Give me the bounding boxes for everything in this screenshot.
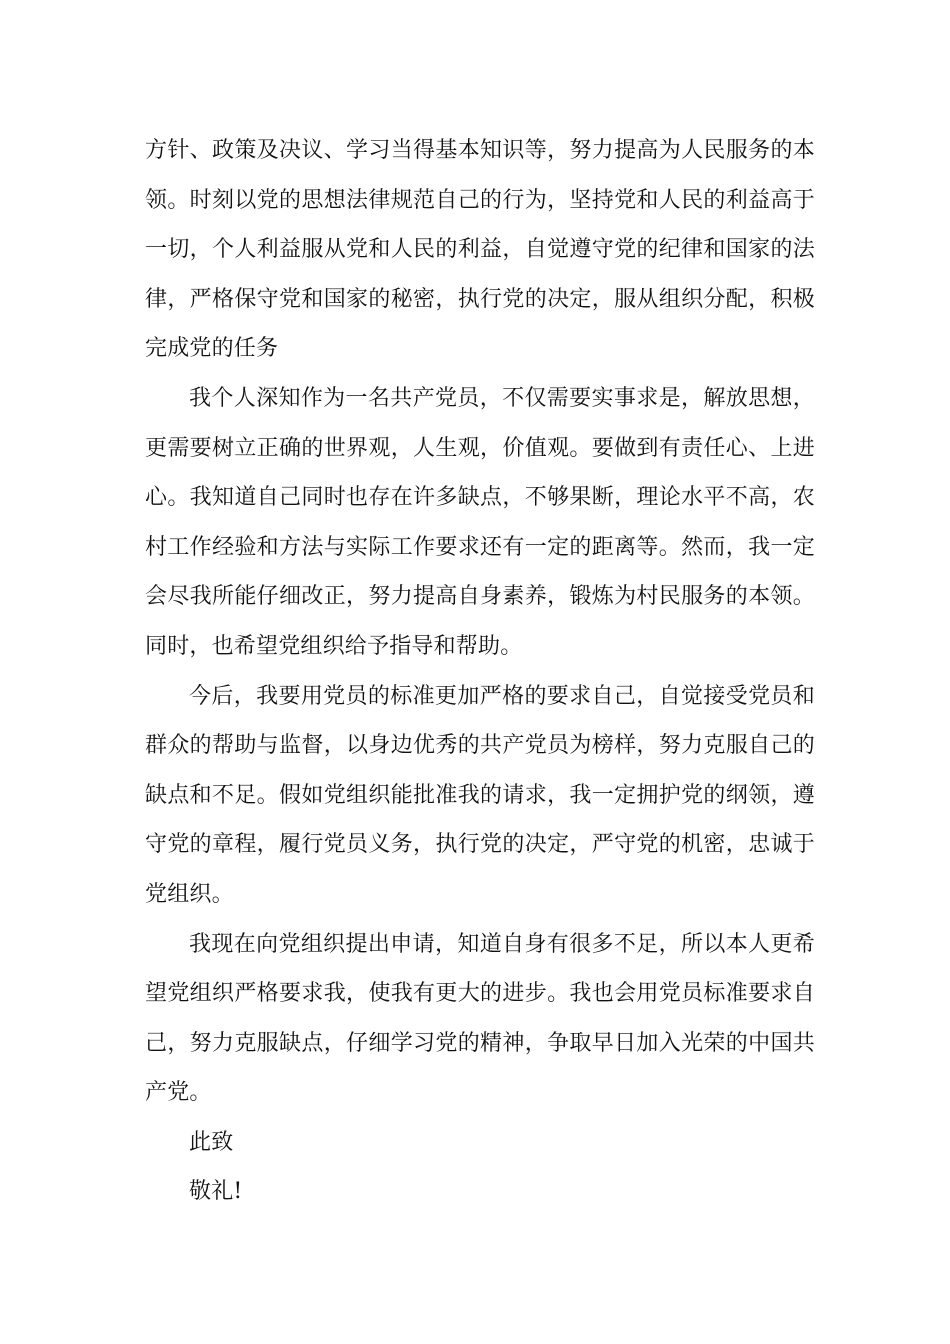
salute-line: 敬礼!: [189, 1179, 243, 1205]
paragraph-2: 我个人深知作为一名共产党员，不仅需要实事求是，解放思想，更需要树立正确的世界观，人生观，价值观。要做到有责任心、上进心。我知道自己同时也存在许多缺点，不够果断，理论水平不高，农村工作经验和方法与实际工作要求还有一定的距离等。然而，我一定会尽我所能仔细改正，努力提高自身素养，锻炼为村民服务的本领。同时，也希望党组织给予指导和帮助。: [145, 385, 815, 659]
paragraph-3: 今后，我要用党员的标准更加严格的要求自己，自觉接受党员和群众的帮助与监督，以身边优秀的共产党员为榜样，努力克服自己的缺点和不足。假如党组织能批准我的请求，我一定拥护党的纲领，遵守党的章程，履行党员义务，执行党的决定，严守党的机密，忠诚于党组织。: [145, 683, 815, 907]
paragraph-1: 方针、政策及决议、学习当得基本知识等，努力提高为人民服务的本领。时刻以党的思想法律规范自己的行为，坚持党和人民的利益高于一切，个人利益服从党和人民的利益，自觉遵守党的纪律和国家的法律，严格保守党和国家的秘密，执行党的决定，服从组织分配，积极完成党的任务: [145, 138, 815, 362]
paragraph-4: 我现在向党组织提出申请，知道自身有很多不足，所以本人更希望党组织严格要求我，使我有更大的进步。我也会用党员标准要求自己，努力克服缺点，仔细学习党的精神，争取早日加入光荣的中国共产党。: [145, 931, 815, 1106]
closing-line: 此致: [189, 1129, 234, 1155]
document-body: [145, 126, 815, 1217]
